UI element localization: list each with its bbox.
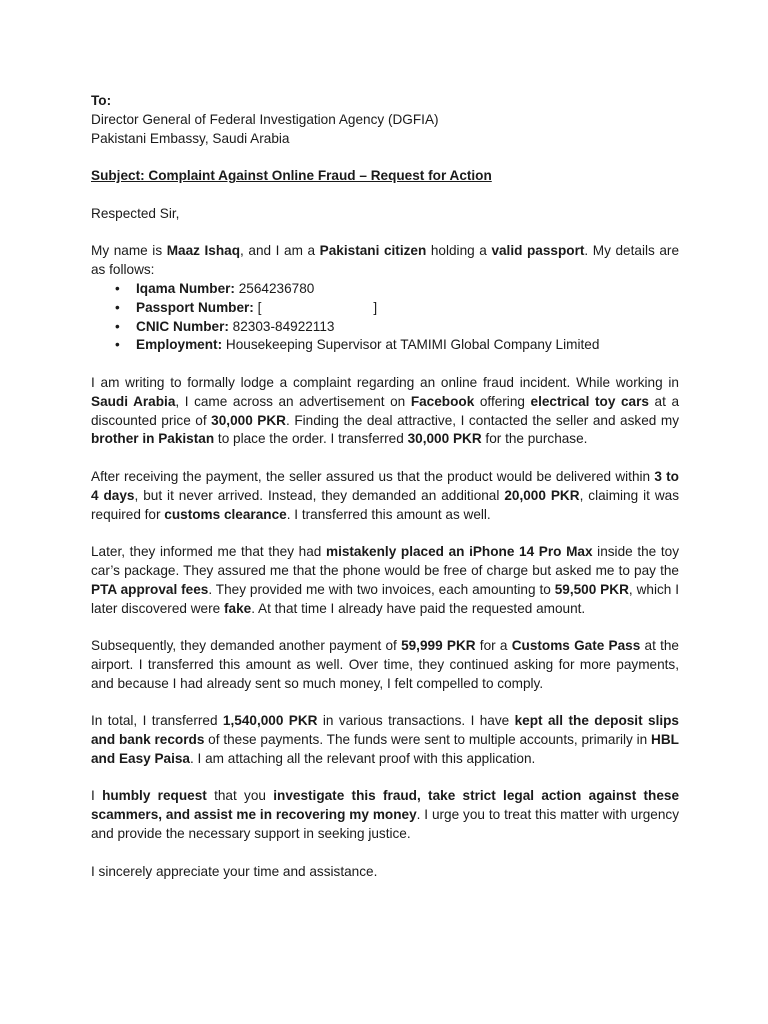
list-item: • Iqama Number: 2564236780 xyxy=(91,280,679,299)
closing-line: I sincerely appreciate your time and assistance. xyxy=(91,863,378,879)
body-paragraph-2: After receiving the payment, the seller assured us that the product would be delivered within 3 to 4 days, but it never arrived. Instead, they demanded an additional 20,000 PKR, claiming it was required for customs clearance. I transferred this amount as well. xyxy=(91,468,680,522)
bullet-icon: • xyxy=(115,318,120,334)
bullet-icon: • xyxy=(115,280,120,296)
to-label: To: xyxy=(91,93,112,108)
body-paragraph-5: In total, I transferred 1,540,000 PKR in various transactions. I have kept all the deposit slips and bank records of these payments. The funds were sent to multiple accounts, primarily in HBL and Easy Paisa. I am attaching all the relevant proof with this application. xyxy=(91,713,679,766)
bullet-icon: • xyxy=(115,299,120,315)
recipient-line-1: Director General of Federal Investigation Agency (DGFIA) xyxy=(91,111,439,127)
salutation: Respected Sir, xyxy=(91,205,180,221)
recipient-line-2: Pakistani Embassy, Saudi Arabia xyxy=(91,130,290,146)
list-item: • Employment: Housekeeping Supervisor at TAMIMI Global Company Limited xyxy=(91,336,679,355)
intro-paragraph: My name is Maaz Ishaq, and I am a Pakistani citizen holding a valid passport. My details are as follows: xyxy=(91,243,680,278)
subject-line: Subject: Complaint Against Online Fraud – Request for Action xyxy=(91,168,492,184)
bullet-icon: • xyxy=(115,337,120,353)
body-paragraph-6: I humbly request that you investigate this fraud, take strict legal action against these scammers, and assist me in recovering my money. I urge you to treat this matter with urgency and provide the necessary support in seeking justice. xyxy=(91,788,680,842)
list-item: • CNIC Number: 82303-84922113 xyxy=(91,318,679,337)
recipient-block xyxy=(91,92,679,148)
list-item: • Passport Number: [ ] xyxy=(91,299,679,318)
personal-details-list xyxy=(91,280,679,355)
body-paragraph-1: I am writing to formally lodge a complaint regarding an online fraud incident. While working in Saudi Arabia, I came across an advertisement on Facebook offering electrical toy cars at a discounted price of 30,000 PKR. Finding the deal attractive, I contacted the seller and asked my brother in Pakistan to place the order. I transferred 30,000 PKR for the purchase. xyxy=(91,374,679,447)
body-paragraph-3: Later, they informed me that they had mistakenly placed an iPhone 14 Pro Max inside the toy car’s package. They assured me that the phone would be free of charge but asked me to pay the PTA approval fees. They provided me with two invoices, each amounting to 59,500 PKR, which I later discovered were fake. At that time I already have paid the requested amount. xyxy=(91,544,680,616)
letter-page xyxy=(91,92,679,881)
body-paragraph-4: Subsequently, they demanded another payment of 59,999 PKR for a Customs Gate Pass at the airport. I transferred this amount as well. Over time, they continued asking for more payments, and because I had already sent so much money, I felt compelled to comply. xyxy=(91,638,679,691)
